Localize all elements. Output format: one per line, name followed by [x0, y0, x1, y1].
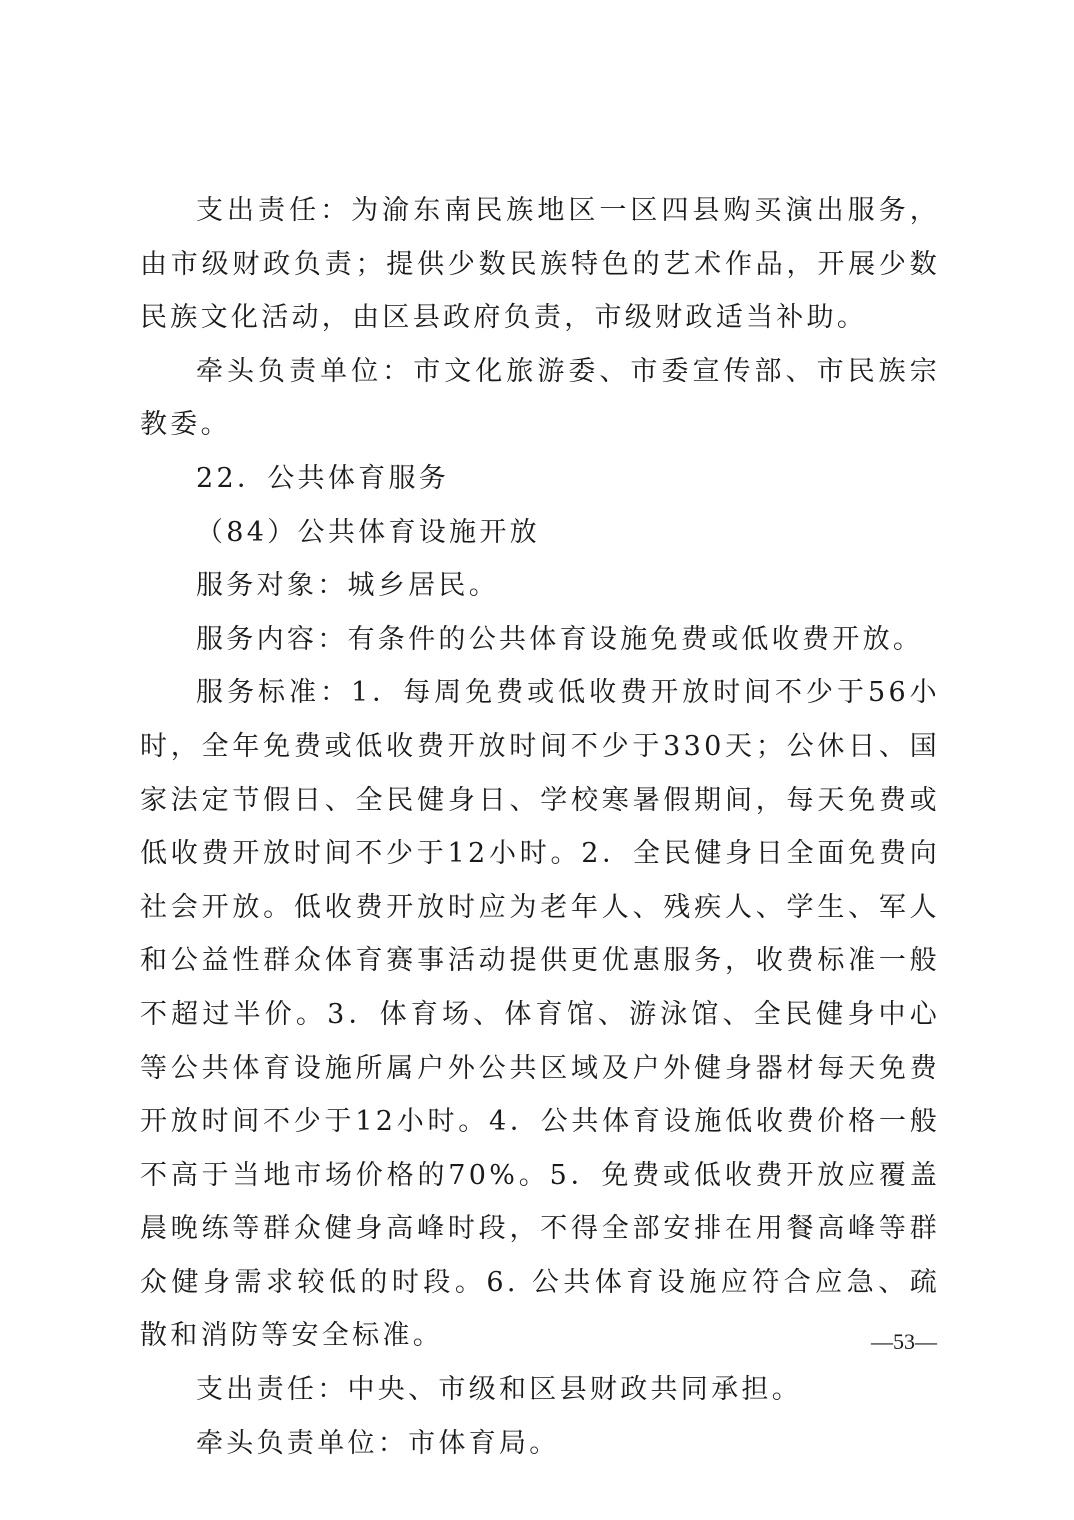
paragraph-expenditure-responsibility-1: 支出责任：为渝东南民族地区一区四县购买演出服务，由市级财政负责；提供少数民族特色的艺术作品，开展少数民族文化活动，由区县政府负责，市级财政适当补助。: [140, 195, 940, 334]
paragraph-service-target: 服务对象：城乡居民。: [196, 570, 499, 602]
paragraph-service-standard: 服务标准：1．每周免费或低收费开放时间不少于56小时，全年免费或低收费开放时间不少于330天；公休日、国家法定节假日、全民健身日、学校寒暑假期间，每天免费或低收费开放时间不少于12小时。2．全民健身日全面免费向社会开放。低收费开放时应为老年人、残疾人、学生、军人和公益性群众体育赛事活动提供更优惠服务，收费标准一般不超过半价。3．体育场、体育馆、游泳馆、全民健身中心等公共体育设施所属户外公共区域及户外健身器材每天免费开放时间不少于12小时。4．公共体育设施低收费价格一般不高于当地市场价格的70%。5．免费或低收费开放应覆盖晨晚练等群众健身高峰时段，不得全部安排在用餐高峰等群众健身需求较低的时段。6. 公共体育设施应符合应急、疏散和消防等安全标准。: [140, 677, 940, 1352]
paragraph-service-content: 服务内容：有条件的公共体育设施免费或低收费开放。: [196, 623, 924, 655]
paragraph-expenditure-responsibility-2: 支出责任：中央、市级和区县财政共同承担。: [196, 1374, 802, 1406]
paragraph-lead-unit-1: 牵头负责单位：市文化旅游委、市委宣传部、市民族宗教委。: [140, 355, 940, 441]
subsection-heading: （84）公共体育设施开放: [196, 516, 540, 548]
body-text: [140, 184, 940, 1470]
paragraph-lead-unit-2: 牵头负责单位：市体育局。: [196, 1427, 560, 1459]
page-number: —53—: [871, 1329, 937, 1354]
section-heading: 22．公共体育服务: [196, 462, 450, 494]
